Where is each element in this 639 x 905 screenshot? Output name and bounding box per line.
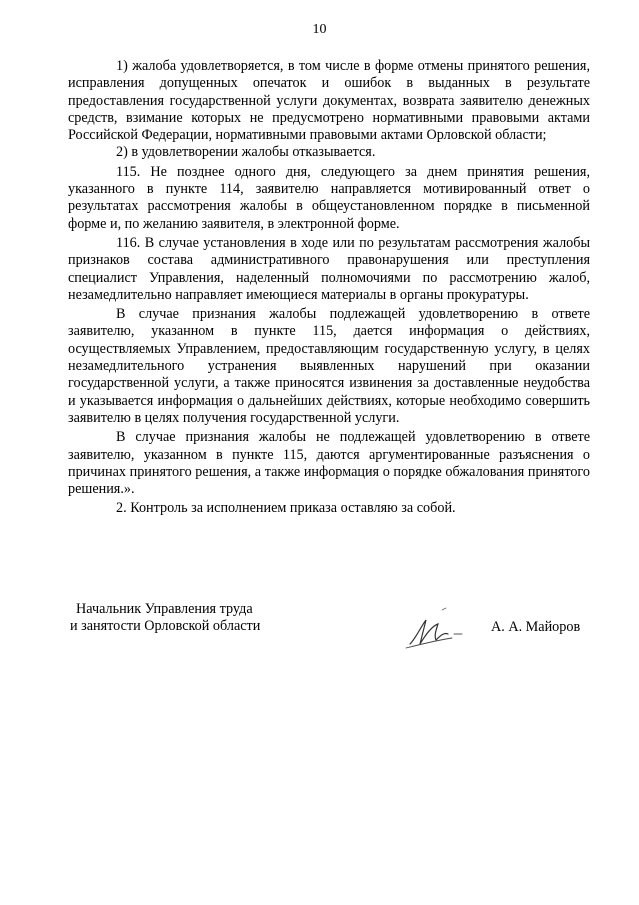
paragraph-control: 2. Контроль за исполнением приказа оставляю за собой.	[116, 500, 456, 517]
signatory-position	[70, 601, 260, 636]
handwritten-signature	[402, 604, 472, 652]
signatory-position-line-1: Начальник Управления труда	[76, 601, 253, 617]
document-body	[68, 58, 590, 518]
paragraph-115: 115. Не позднее одного дня, следующего за днем принятия решения, указанного в пункте 114, заявителю направляется мотивированный ответ о результатах рассмотрения жалобы в общеустановленном порядке в письменной форме и, по желанию заявителя, в электронной форме.	[68, 163, 590, 232]
paragraph-116: 116. В случае установления в ходе или по результатам рассмотрения жалобы признаков состава административного правонарушения или преступления специалист Управления, наделенный полномочиями по рассмотрению жалоб, незамедлительно направляет имеющиеся материалы в органы прокуратуры.	[68, 234, 590, 303]
paragraph-rejected-case: В случае признания жалобы не подлежащей удовлетворению в ответе заявителю, указанном в пункте 115, даются аргументированные разъяснения о причинах принятого решения, а также информация о порядке обжалования принятого решения.».	[68, 429, 590, 498]
signatory-name: А. А. Майоров	[491, 619, 581, 635]
page-number: 10	[312, 22, 327, 37]
paragraph-satisfied-case: В случае признания жалобы подлежащей удовлетворению в ответе заявителю, указанном в пункте 115, дается информация о действиях, осуществляемых Управлением, предоставляющим государственную услугу, в целях незамедлительного устранения выявленных нарушений при оказании государственной услуги, а также приносятся извинения за доставленные неудобства и указывается информация о дальнейших действиях, которые необходимо совершить заявителю в целях получения государственной услуги.	[68, 306, 590, 426]
paragraph-item-1: 1) жалоба удовлетворяется, в том числе в форме отмены принятого решения, исправления допущенных опечаток и ошибок в выданных в результате предоставления государственной услуги документах, возврата заявителю денежных средств, взимание которых не предусмотрено нормативными правовыми актами Российской Федерации, нормативными правовыми актами Орловской области;	[68, 58, 590, 144]
signatory-position-line-2: и занятости Орловской области	[70, 618, 261, 635]
paragraph-item-2: 2) в удовлетворении жалобы отказывается.	[116, 144, 376, 161]
